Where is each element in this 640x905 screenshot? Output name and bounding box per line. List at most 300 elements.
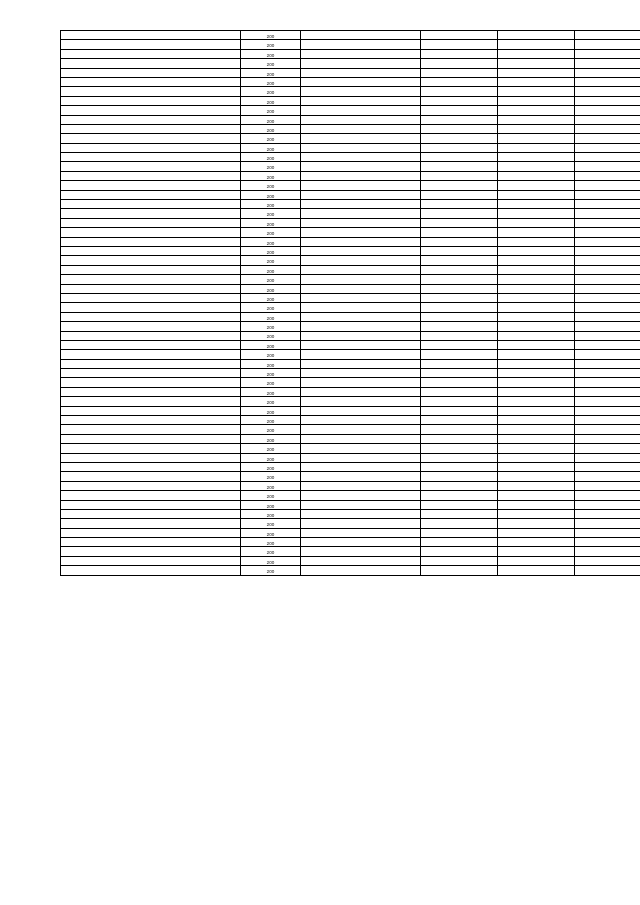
table-row bbox=[61, 218, 640, 227]
row-unexecuted-amount bbox=[575, 359, 640, 368]
row-classification-code bbox=[301, 350, 421, 359]
table-row bbox=[61, 40, 640, 49]
row-line-code: 200 bbox=[241, 209, 301, 218]
row-approved-amount bbox=[421, 134, 498, 143]
row-line-code: 200 bbox=[241, 284, 301, 293]
row-classification-code bbox=[301, 528, 421, 537]
row-executed-amount bbox=[498, 293, 575, 302]
row-unexecuted-amount bbox=[575, 153, 640, 162]
row-classification-code bbox=[301, 453, 421, 462]
row-approved-amount bbox=[421, 538, 498, 547]
row-unexecuted-amount bbox=[575, 162, 640, 171]
row-executed-amount bbox=[498, 31, 575, 40]
row-description bbox=[61, 406, 241, 415]
row-unexecuted-amount bbox=[575, 481, 640, 490]
table-row bbox=[61, 462, 640, 471]
row-unexecuted-amount bbox=[575, 246, 640, 255]
row-description bbox=[61, 265, 241, 274]
row-classification-code bbox=[301, 87, 421, 96]
row-approved-amount bbox=[421, 350, 498, 359]
table-row bbox=[61, 209, 640, 218]
row-executed-amount bbox=[498, 275, 575, 284]
row-description bbox=[61, 171, 241, 180]
row-line-code: 200 bbox=[241, 200, 301, 209]
row-approved-amount bbox=[421, 369, 498, 378]
table-row bbox=[61, 547, 640, 556]
row-classification-code bbox=[301, 115, 421, 124]
row-line-code: 200 bbox=[241, 49, 301, 58]
table-row bbox=[61, 265, 640, 274]
row-executed-amount bbox=[498, 68, 575, 77]
row-unexecuted-amount bbox=[575, 416, 640, 425]
row-description bbox=[61, 538, 241, 547]
row-approved-amount bbox=[421, 275, 498, 284]
row-approved-amount bbox=[421, 77, 498, 86]
table-row bbox=[61, 293, 640, 302]
table-row bbox=[61, 519, 640, 528]
row-approved-amount bbox=[421, 303, 498, 312]
row-classification-code bbox=[301, 340, 421, 349]
row-line-code: 200 bbox=[241, 106, 301, 115]
row-classification-code bbox=[301, 293, 421, 302]
row-approved-amount bbox=[421, 340, 498, 349]
row-unexecuted-amount bbox=[575, 237, 640, 246]
row-description bbox=[61, 77, 241, 86]
row-executed-amount bbox=[498, 416, 575, 425]
table-row bbox=[61, 190, 640, 199]
row-line-code: 200 bbox=[241, 218, 301, 227]
row-unexecuted-amount bbox=[575, 284, 640, 293]
row-description bbox=[61, 350, 241, 359]
row-executed-amount bbox=[498, 566, 575, 575]
row-classification-code bbox=[301, 275, 421, 284]
row-approved-amount bbox=[421, 387, 498, 396]
row-classification-code bbox=[301, 434, 421, 443]
row-approved-amount bbox=[421, 406, 498, 415]
row-classification-code bbox=[301, 331, 421, 340]
table-row bbox=[61, 481, 640, 490]
row-line-code: 200 bbox=[241, 500, 301, 509]
row-classification-code bbox=[301, 566, 421, 575]
row-line-code: 200 bbox=[241, 369, 301, 378]
row-line-code: 200 bbox=[241, 275, 301, 284]
row-approved-amount bbox=[421, 519, 498, 528]
row-unexecuted-amount bbox=[575, 218, 640, 227]
row-classification-code bbox=[301, 500, 421, 509]
row-unexecuted-amount bbox=[575, 275, 640, 284]
row-description bbox=[61, 547, 241, 556]
row-approved-amount bbox=[421, 49, 498, 58]
row-classification-code bbox=[301, 209, 421, 218]
row-description bbox=[61, 218, 241, 227]
row-approved-amount bbox=[421, 246, 498, 255]
row-executed-amount bbox=[498, 162, 575, 171]
row-line-code: 200 bbox=[241, 96, 301, 105]
row-executed-amount bbox=[498, 538, 575, 547]
table-row bbox=[61, 106, 640, 115]
row-unexecuted-amount bbox=[575, 322, 640, 331]
row-description bbox=[61, 566, 241, 575]
table-row bbox=[61, 87, 640, 96]
row-executed-amount bbox=[498, 472, 575, 481]
row-approved-amount bbox=[421, 453, 498, 462]
row-classification-code bbox=[301, 265, 421, 274]
row-classification-code bbox=[301, 378, 421, 387]
row-classification-code bbox=[301, 444, 421, 453]
row-classification-code bbox=[301, 77, 421, 86]
row-approved-amount bbox=[421, 434, 498, 443]
row-executed-amount bbox=[498, 190, 575, 199]
row-description bbox=[61, 275, 241, 284]
row-classification-code bbox=[301, 369, 421, 378]
row-description bbox=[61, 378, 241, 387]
row-classification-code bbox=[301, 200, 421, 209]
row-approved-amount bbox=[421, 190, 498, 199]
row-description bbox=[61, 416, 241, 425]
row-classification-code bbox=[301, 68, 421, 77]
row-classification-code bbox=[301, 425, 421, 434]
row-description bbox=[61, 96, 241, 105]
table-row bbox=[61, 350, 640, 359]
row-approved-amount bbox=[421, 218, 498, 227]
table-row bbox=[61, 143, 640, 152]
row-approved-amount bbox=[421, 200, 498, 209]
row-executed-amount bbox=[498, 209, 575, 218]
row-approved-amount bbox=[421, 509, 498, 518]
row-approved-amount bbox=[421, 500, 498, 509]
row-executed-amount bbox=[498, 96, 575, 105]
row-approved-amount bbox=[421, 256, 498, 265]
row-executed-amount bbox=[498, 397, 575, 406]
table-row bbox=[61, 387, 640, 396]
row-description bbox=[61, 425, 241, 434]
row-classification-code bbox=[301, 59, 421, 68]
row-description bbox=[61, 312, 241, 321]
row-classification-code bbox=[301, 218, 421, 227]
row-executed-amount bbox=[498, 218, 575, 227]
row-approved-amount bbox=[421, 237, 498, 246]
row-line-code: 200 bbox=[241, 462, 301, 471]
row-classification-code bbox=[301, 134, 421, 143]
row-approved-amount bbox=[421, 106, 498, 115]
table-row bbox=[61, 284, 640, 293]
row-line-code: 200 bbox=[241, 340, 301, 349]
row-unexecuted-amount bbox=[575, 77, 640, 86]
row-line-code: 200 bbox=[241, 77, 301, 86]
row-executed-amount bbox=[498, 171, 575, 180]
row-description bbox=[61, 59, 241, 68]
row-unexecuted-amount bbox=[575, 538, 640, 547]
table-row bbox=[61, 453, 640, 462]
row-description bbox=[61, 519, 241, 528]
row-line-code: 200 bbox=[241, 162, 301, 171]
row-classification-code bbox=[301, 124, 421, 133]
row-line-code: 200 bbox=[241, 59, 301, 68]
row-unexecuted-amount bbox=[575, 106, 640, 115]
row-line-code: 200 bbox=[241, 378, 301, 387]
row-classification-code bbox=[301, 284, 421, 293]
row-unexecuted-amount bbox=[575, 556, 640, 565]
table-row bbox=[61, 77, 640, 86]
row-line-code: 200 bbox=[241, 31, 301, 40]
row-classification-code bbox=[301, 416, 421, 425]
row-classification-code bbox=[301, 472, 421, 481]
row-executed-amount bbox=[498, 284, 575, 293]
row-line-code: 200 bbox=[241, 397, 301, 406]
table-row bbox=[61, 331, 640, 340]
row-description bbox=[61, 256, 241, 265]
table-row bbox=[61, 115, 640, 124]
row-executed-amount bbox=[498, 228, 575, 237]
table-row bbox=[61, 200, 640, 209]
table-row bbox=[61, 500, 640, 509]
table-row bbox=[61, 228, 640, 237]
row-classification-code bbox=[301, 181, 421, 190]
row-line-code: 200 bbox=[241, 444, 301, 453]
row-classification-code bbox=[301, 40, 421, 49]
table-row bbox=[61, 406, 640, 415]
row-unexecuted-amount bbox=[575, 209, 640, 218]
table-row bbox=[61, 275, 640, 284]
row-description bbox=[61, 246, 241, 255]
row-executed-amount bbox=[498, 519, 575, 528]
row-classification-code bbox=[301, 556, 421, 565]
row-approved-amount bbox=[421, 547, 498, 556]
row-classification-code bbox=[301, 106, 421, 115]
row-approved-amount bbox=[421, 425, 498, 434]
row-classification-code bbox=[301, 246, 421, 255]
row-unexecuted-amount bbox=[575, 68, 640, 77]
table-row bbox=[61, 181, 640, 190]
table-row bbox=[61, 246, 640, 255]
row-description bbox=[61, 397, 241, 406]
row-line-code: 200 bbox=[241, 171, 301, 180]
row-executed-amount bbox=[498, 40, 575, 49]
row-line-code: 200 bbox=[241, 293, 301, 302]
row-executed-amount bbox=[498, 481, 575, 490]
row-description bbox=[61, 237, 241, 246]
row-unexecuted-amount bbox=[575, 472, 640, 481]
row-classification-code bbox=[301, 228, 421, 237]
row-unexecuted-amount bbox=[575, 500, 640, 509]
row-executed-amount bbox=[498, 87, 575, 96]
row-executed-amount bbox=[498, 406, 575, 415]
row-approved-amount bbox=[421, 87, 498, 96]
row-line-code: 200 bbox=[241, 265, 301, 274]
row-classification-code bbox=[301, 49, 421, 58]
table-row bbox=[61, 378, 640, 387]
row-description bbox=[61, 228, 241, 237]
row-approved-amount bbox=[421, 96, 498, 105]
row-classification-code bbox=[301, 397, 421, 406]
row-approved-amount bbox=[421, 444, 498, 453]
row-description bbox=[61, 115, 241, 124]
table-row bbox=[61, 134, 640, 143]
row-unexecuted-amount bbox=[575, 434, 640, 443]
row-description bbox=[61, 528, 241, 537]
row-description bbox=[61, 40, 241, 49]
row-classification-code bbox=[301, 312, 421, 321]
row-unexecuted-amount bbox=[575, 200, 640, 209]
row-classification-code bbox=[301, 538, 421, 547]
row-unexecuted-amount bbox=[575, 462, 640, 471]
row-classification-code bbox=[301, 359, 421, 368]
row-description bbox=[61, 453, 241, 462]
row-description bbox=[61, 359, 241, 368]
row-unexecuted-amount bbox=[575, 566, 640, 575]
row-unexecuted-amount bbox=[575, 87, 640, 96]
table-row bbox=[61, 340, 640, 349]
row-description bbox=[61, 293, 241, 302]
row-approved-amount bbox=[421, 40, 498, 49]
row-description bbox=[61, 190, 241, 199]
row-executed-amount bbox=[498, 124, 575, 133]
row-executed-amount bbox=[498, 153, 575, 162]
row-executed-amount bbox=[498, 322, 575, 331]
row-description bbox=[61, 556, 241, 565]
budget-table bbox=[60, 30, 640, 576]
row-classification-code bbox=[301, 256, 421, 265]
row-description bbox=[61, 481, 241, 490]
table-row bbox=[61, 322, 640, 331]
row-line-code: 200 bbox=[241, 115, 301, 124]
row-approved-amount bbox=[421, 59, 498, 68]
row-approved-amount bbox=[421, 68, 498, 77]
row-description bbox=[61, 369, 241, 378]
row-description bbox=[61, 284, 241, 293]
row-executed-amount bbox=[498, 115, 575, 124]
row-description bbox=[61, 387, 241, 396]
row-executed-amount bbox=[498, 331, 575, 340]
row-approved-amount bbox=[421, 378, 498, 387]
row-unexecuted-amount bbox=[575, 190, 640, 199]
row-description bbox=[61, 331, 241, 340]
row-approved-amount bbox=[421, 31, 498, 40]
row-description bbox=[61, 303, 241, 312]
table-row bbox=[61, 556, 640, 565]
row-executed-amount bbox=[498, 77, 575, 86]
row-executed-amount bbox=[498, 340, 575, 349]
row-description bbox=[61, 68, 241, 77]
row-approved-amount bbox=[421, 115, 498, 124]
row-unexecuted-amount bbox=[575, 425, 640, 434]
row-unexecuted-amount bbox=[575, 115, 640, 124]
row-classification-code bbox=[301, 171, 421, 180]
row-line-code: 200 bbox=[241, 228, 301, 237]
row-unexecuted-amount bbox=[575, 143, 640, 152]
row-line-code: 200 bbox=[241, 519, 301, 528]
row-unexecuted-amount bbox=[575, 265, 640, 274]
row-line-code: 200 bbox=[241, 547, 301, 556]
row-approved-amount bbox=[421, 566, 498, 575]
table-row bbox=[61, 434, 640, 443]
row-classification-code bbox=[301, 547, 421, 556]
row-approved-amount bbox=[421, 397, 498, 406]
row-classification-code bbox=[301, 481, 421, 490]
row-unexecuted-amount bbox=[575, 509, 640, 518]
row-executed-amount bbox=[498, 509, 575, 518]
row-unexecuted-amount bbox=[575, 49, 640, 58]
row-approved-amount bbox=[421, 322, 498, 331]
row-unexecuted-amount bbox=[575, 387, 640, 396]
row-classification-code bbox=[301, 96, 421, 105]
table-row bbox=[61, 256, 640, 265]
row-approved-amount bbox=[421, 124, 498, 133]
table-row bbox=[61, 171, 640, 180]
row-executed-amount bbox=[498, 303, 575, 312]
row-executed-amount bbox=[498, 547, 575, 556]
row-line-code: 200 bbox=[241, 481, 301, 490]
row-line-code: 200 bbox=[241, 68, 301, 77]
row-line-code: 200 bbox=[241, 406, 301, 415]
row-unexecuted-amount bbox=[575, 406, 640, 415]
row-classification-code bbox=[301, 406, 421, 415]
table-row bbox=[61, 96, 640, 105]
row-description bbox=[61, 509, 241, 518]
row-line-code: 200 bbox=[241, 312, 301, 321]
row-line-code: 200 bbox=[241, 237, 301, 246]
row-unexecuted-amount bbox=[575, 444, 640, 453]
table-row bbox=[61, 303, 640, 312]
row-unexecuted-amount bbox=[575, 519, 640, 528]
row-unexecuted-amount bbox=[575, 350, 640, 359]
row-classification-code bbox=[301, 387, 421, 396]
row-classification-code bbox=[301, 162, 421, 171]
row-classification-code bbox=[301, 509, 421, 518]
row-classification-code bbox=[301, 190, 421, 199]
row-unexecuted-amount bbox=[575, 181, 640, 190]
table-row bbox=[61, 369, 640, 378]
row-description bbox=[61, 462, 241, 471]
row-line-code: 200 bbox=[241, 303, 301, 312]
row-classification-code bbox=[301, 303, 421, 312]
table-row bbox=[61, 237, 640, 246]
row-description bbox=[61, 200, 241, 209]
row-unexecuted-amount bbox=[575, 31, 640, 40]
row-classification-code bbox=[301, 31, 421, 40]
row-executed-amount bbox=[498, 181, 575, 190]
row-executed-amount bbox=[498, 59, 575, 68]
row-executed-amount bbox=[498, 265, 575, 274]
row-executed-amount bbox=[498, 425, 575, 434]
row-approved-amount bbox=[421, 181, 498, 190]
row-line-code: 200 bbox=[241, 491, 301, 500]
row-executed-amount bbox=[498, 237, 575, 246]
row-unexecuted-amount bbox=[575, 228, 640, 237]
row-line-code: 200 bbox=[241, 124, 301, 133]
row-unexecuted-amount bbox=[575, 303, 640, 312]
row-approved-amount bbox=[421, 331, 498, 340]
row-classification-code bbox=[301, 462, 421, 471]
row-approved-amount bbox=[421, 556, 498, 565]
row-approved-amount bbox=[421, 171, 498, 180]
table-row bbox=[61, 153, 640, 162]
row-unexecuted-amount bbox=[575, 256, 640, 265]
row-description bbox=[61, 87, 241, 96]
row-line-code: 200 bbox=[241, 472, 301, 481]
row-unexecuted-amount bbox=[575, 134, 640, 143]
row-executed-amount bbox=[498, 143, 575, 152]
row-approved-amount bbox=[421, 209, 498, 218]
row-line-code: 200 bbox=[241, 528, 301, 537]
row-executed-amount bbox=[498, 444, 575, 453]
row-line-code: 200 bbox=[241, 416, 301, 425]
row-line-code: 200 bbox=[241, 359, 301, 368]
row-unexecuted-amount bbox=[575, 369, 640, 378]
row-line-code: 200 bbox=[241, 181, 301, 190]
table-row bbox=[61, 528, 640, 537]
row-line-code: 200 bbox=[241, 350, 301, 359]
